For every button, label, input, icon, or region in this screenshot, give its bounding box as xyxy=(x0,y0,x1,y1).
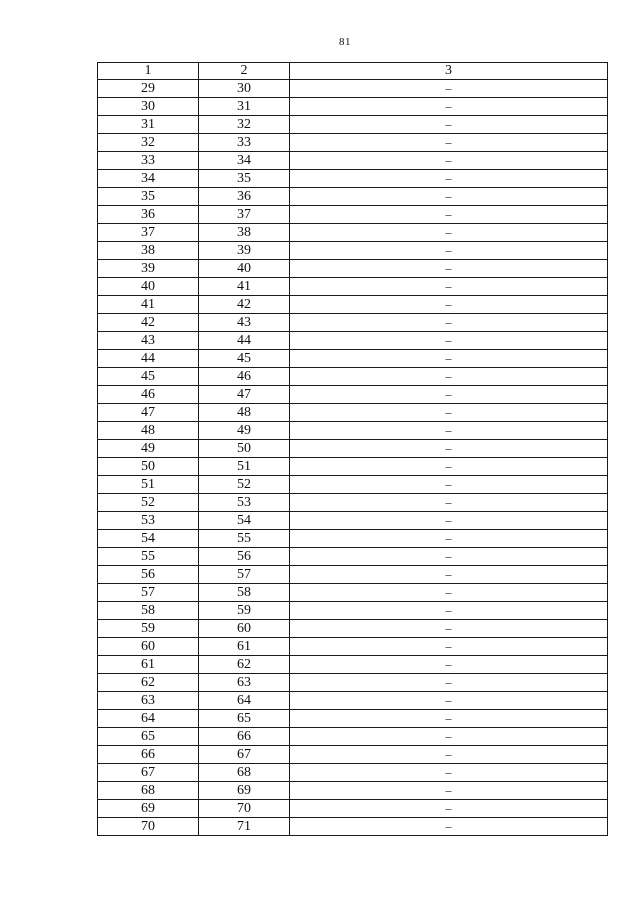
table-row xyxy=(98,818,608,836)
table-cell-col-2: 48 xyxy=(199,404,290,422)
table-cell-col-3: – xyxy=(290,566,608,584)
table-cell-col-1: 55 xyxy=(98,548,199,566)
table-row xyxy=(98,476,608,494)
table-row xyxy=(98,620,608,638)
table-cell-col-1: 56 xyxy=(98,566,199,584)
table-cell-col-3: – xyxy=(290,800,608,818)
table-cell-col-1: 46 xyxy=(98,386,199,404)
table-row xyxy=(98,692,608,710)
table-row xyxy=(98,224,608,242)
table-cell-col-1: 40 xyxy=(98,278,199,296)
table-cell-col-2: 62 xyxy=(199,656,290,674)
table-cell-col-2: 66 xyxy=(199,728,290,746)
table-cell-col-3: – xyxy=(290,530,608,548)
table-cell-col-1: 58 xyxy=(98,602,199,620)
table-cell-col-2: 69 xyxy=(199,782,290,800)
table-cell-col-3: – xyxy=(290,620,608,638)
table-cell-col-2: 38 xyxy=(199,224,290,242)
page-number: 81 xyxy=(339,36,351,48)
table-cell-col-3: – xyxy=(290,116,608,134)
table-cell-col-1: 39 xyxy=(98,260,199,278)
table-cell-col-3: – xyxy=(290,458,608,476)
table-cell-col-2: 40 xyxy=(199,260,290,278)
table-cell-col-2: 30 xyxy=(199,80,290,98)
table-cell-col-1: 64 xyxy=(98,710,199,728)
table-cell-col-2: 64 xyxy=(199,692,290,710)
table-cell-col-1: 52 xyxy=(98,494,199,512)
table-cell-col-2: 56 xyxy=(199,548,290,566)
table-cell-col-2: 49 xyxy=(199,422,290,440)
table-cell-col-2: 41 xyxy=(199,278,290,296)
table-cell-col-2: 33 xyxy=(199,134,290,152)
table-cell-col-1: 62 xyxy=(98,674,199,692)
table-row xyxy=(98,530,608,548)
table-row xyxy=(98,134,608,152)
table-cell-col-2: 70 xyxy=(199,800,290,818)
table-row xyxy=(98,584,608,602)
table-row xyxy=(98,404,608,422)
table-row xyxy=(98,674,608,692)
table-cell-col-3: – xyxy=(290,152,608,170)
table-cell-col-3: – xyxy=(290,638,608,656)
table-row xyxy=(98,296,608,314)
table-cell-col-2: 46 xyxy=(199,368,290,386)
table-row xyxy=(98,242,608,260)
table-cell-col-1: 45 xyxy=(98,368,199,386)
table-row xyxy=(98,98,608,116)
table-cell-col-1: 54 xyxy=(98,530,199,548)
table-cell-col-3: – xyxy=(290,98,608,116)
table-cell-col-3: – xyxy=(290,368,608,386)
header-row xyxy=(98,63,608,80)
table-cell-col-3: – xyxy=(290,260,608,278)
table-cell-col-1: 31 xyxy=(98,116,199,134)
table-cell-col-2: 43 xyxy=(199,314,290,332)
table-cell-col-2: 71 xyxy=(199,818,290,836)
table-cell-col-1: 44 xyxy=(98,350,199,368)
table-cell-col-1: 41 xyxy=(98,296,199,314)
table-cell-col-3: – xyxy=(290,476,608,494)
table-cell-col-3: – xyxy=(290,746,608,764)
table-row xyxy=(98,566,608,584)
table-row xyxy=(98,728,608,746)
table-cell-col-1: 60 xyxy=(98,638,199,656)
table-cell-col-1: 37 xyxy=(98,224,199,242)
table-row xyxy=(98,206,608,224)
table-cell-col-2: 47 xyxy=(199,386,290,404)
table-cell-col-3: – xyxy=(290,296,608,314)
table-row xyxy=(98,188,608,206)
table-cell-col-3: – xyxy=(290,494,608,512)
table-cell-col-2: 51 xyxy=(199,458,290,476)
table-cell-col-2: 39 xyxy=(199,242,290,260)
table-cell-col-3: – xyxy=(290,134,608,152)
table-body xyxy=(98,80,608,836)
table-row xyxy=(98,422,608,440)
table-cell-col-2: 53 xyxy=(199,494,290,512)
table-cell-col-3: – xyxy=(290,278,608,296)
table-cell-col-2: 65 xyxy=(199,710,290,728)
table-cell-col-3: – xyxy=(290,404,608,422)
table-cell-col-1: 67 xyxy=(98,764,199,782)
table-row xyxy=(98,746,608,764)
table-row xyxy=(98,458,608,476)
table-cell-col-3: – xyxy=(290,224,608,242)
table-cell-col-1: 53 xyxy=(98,512,199,530)
table-cell-col-3: – xyxy=(290,80,608,98)
table-cell-col-3: – xyxy=(290,728,608,746)
table-cell-col-1: 47 xyxy=(98,404,199,422)
table-row xyxy=(98,782,608,800)
table-cell-col-2: 63 xyxy=(199,674,290,692)
table-row xyxy=(98,512,608,530)
table-cell-col-3: – xyxy=(290,242,608,260)
table-cell-col-3: – xyxy=(290,188,608,206)
table-cell-col-3: – xyxy=(290,710,608,728)
table-cell-col-1: 66 xyxy=(98,746,199,764)
table-cell-col-3: – xyxy=(290,818,608,836)
table-row xyxy=(98,170,608,188)
table-row xyxy=(98,548,608,566)
table-cell-col-1: 69 xyxy=(98,800,199,818)
table-row xyxy=(98,602,608,620)
table-cell-col-1: 50 xyxy=(98,458,199,476)
table-cell-col-1: 38 xyxy=(98,242,199,260)
table-cell-col-1: 32 xyxy=(98,134,199,152)
table-cell-col-2: 34 xyxy=(199,152,290,170)
table-cell-col-2: 42 xyxy=(199,296,290,314)
table-row xyxy=(98,350,608,368)
table-cell-col-2: 59 xyxy=(199,602,290,620)
table-cell-col-3: – xyxy=(290,602,608,620)
table-cell-col-3: – xyxy=(290,422,608,440)
table-cell-col-1: 70 xyxy=(98,818,199,836)
column-header-3: 3 xyxy=(290,63,608,80)
table-cell-col-2: 54 xyxy=(199,512,290,530)
table-cell-col-2: 44 xyxy=(199,332,290,350)
table-cell-col-2: 60 xyxy=(199,620,290,638)
table-cell-col-2: 31 xyxy=(199,98,290,116)
table-cell-col-1: 61 xyxy=(98,656,199,674)
table-cell-col-3: – xyxy=(290,440,608,458)
column-header-1: 1 xyxy=(98,63,199,80)
table-cell-col-3: – xyxy=(290,350,608,368)
table-header xyxy=(98,63,608,80)
table-cell-col-3: – xyxy=(290,656,608,674)
table-cell-col-2: 37 xyxy=(199,206,290,224)
table-cell-col-2: 67 xyxy=(199,746,290,764)
table-cell-col-1: 49 xyxy=(98,440,199,458)
table-cell-col-2: 50 xyxy=(199,440,290,458)
table-cell-col-1: 43 xyxy=(98,332,199,350)
table-cell-col-3: – xyxy=(290,782,608,800)
table-row xyxy=(98,800,608,818)
table-cell-col-1: 59 xyxy=(98,620,199,638)
table-cell-col-1: 68 xyxy=(98,782,199,800)
table-cell-col-1: 48 xyxy=(98,422,199,440)
table-cell-col-1: 51 xyxy=(98,476,199,494)
table-row xyxy=(98,710,608,728)
table-row xyxy=(98,440,608,458)
table-cell-col-1: 57 xyxy=(98,584,199,602)
table-row xyxy=(98,638,608,656)
table-cell-col-2: 68 xyxy=(199,764,290,782)
table-cell-col-3: – xyxy=(290,332,608,350)
table-row xyxy=(98,278,608,296)
table-row xyxy=(98,260,608,278)
table-cell-col-2: 45 xyxy=(199,350,290,368)
table-cell-col-3: – xyxy=(290,692,608,710)
table-row xyxy=(98,386,608,404)
table-cell-col-2: 57 xyxy=(199,566,290,584)
table-cell-col-1: 36 xyxy=(98,206,199,224)
table-cell-col-1: 42 xyxy=(98,314,199,332)
table-cell-col-3: – xyxy=(290,584,608,602)
table-cell-col-3: – xyxy=(290,314,608,332)
table-cell-col-2: 61 xyxy=(199,638,290,656)
table-cell-col-2: 58 xyxy=(199,584,290,602)
table-cell-col-3: – xyxy=(290,386,608,404)
table-cell-col-1: 35 xyxy=(98,188,199,206)
table-cell-col-2: 55 xyxy=(199,530,290,548)
table-cell-col-3: – xyxy=(290,170,608,188)
table-cell-col-3: – xyxy=(290,548,608,566)
table-cell-col-1: 65 xyxy=(98,728,199,746)
table-cell-col-1: 34 xyxy=(98,170,199,188)
data-table xyxy=(97,62,608,836)
table-row xyxy=(98,314,608,332)
table-cell-col-2: 36 xyxy=(199,188,290,206)
table-cell-col-1: 33 xyxy=(98,152,199,170)
table-row xyxy=(98,368,608,386)
table-cell-col-3: – xyxy=(290,764,608,782)
table-cell-col-2: 35 xyxy=(199,170,290,188)
table-cell-col-3: – xyxy=(290,674,608,692)
table-row xyxy=(98,494,608,512)
table-row xyxy=(98,656,608,674)
table-cell-col-1: 63 xyxy=(98,692,199,710)
table-row xyxy=(98,80,608,98)
table-cell-col-3: – xyxy=(290,206,608,224)
table-cell-col-2: 32 xyxy=(199,116,290,134)
table-cell-col-3: – xyxy=(290,512,608,530)
table-cell-col-1: 29 xyxy=(98,80,199,98)
table-row xyxy=(98,116,608,134)
column-header-2: 2 xyxy=(199,63,290,80)
table-row xyxy=(98,764,608,782)
table-row xyxy=(98,332,608,350)
table-cell-col-2: 52 xyxy=(199,476,290,494)
table-row xyxy=(98,152,608,170)
table-cell-col-1: 30 xyxy=(98,98,199,116)
